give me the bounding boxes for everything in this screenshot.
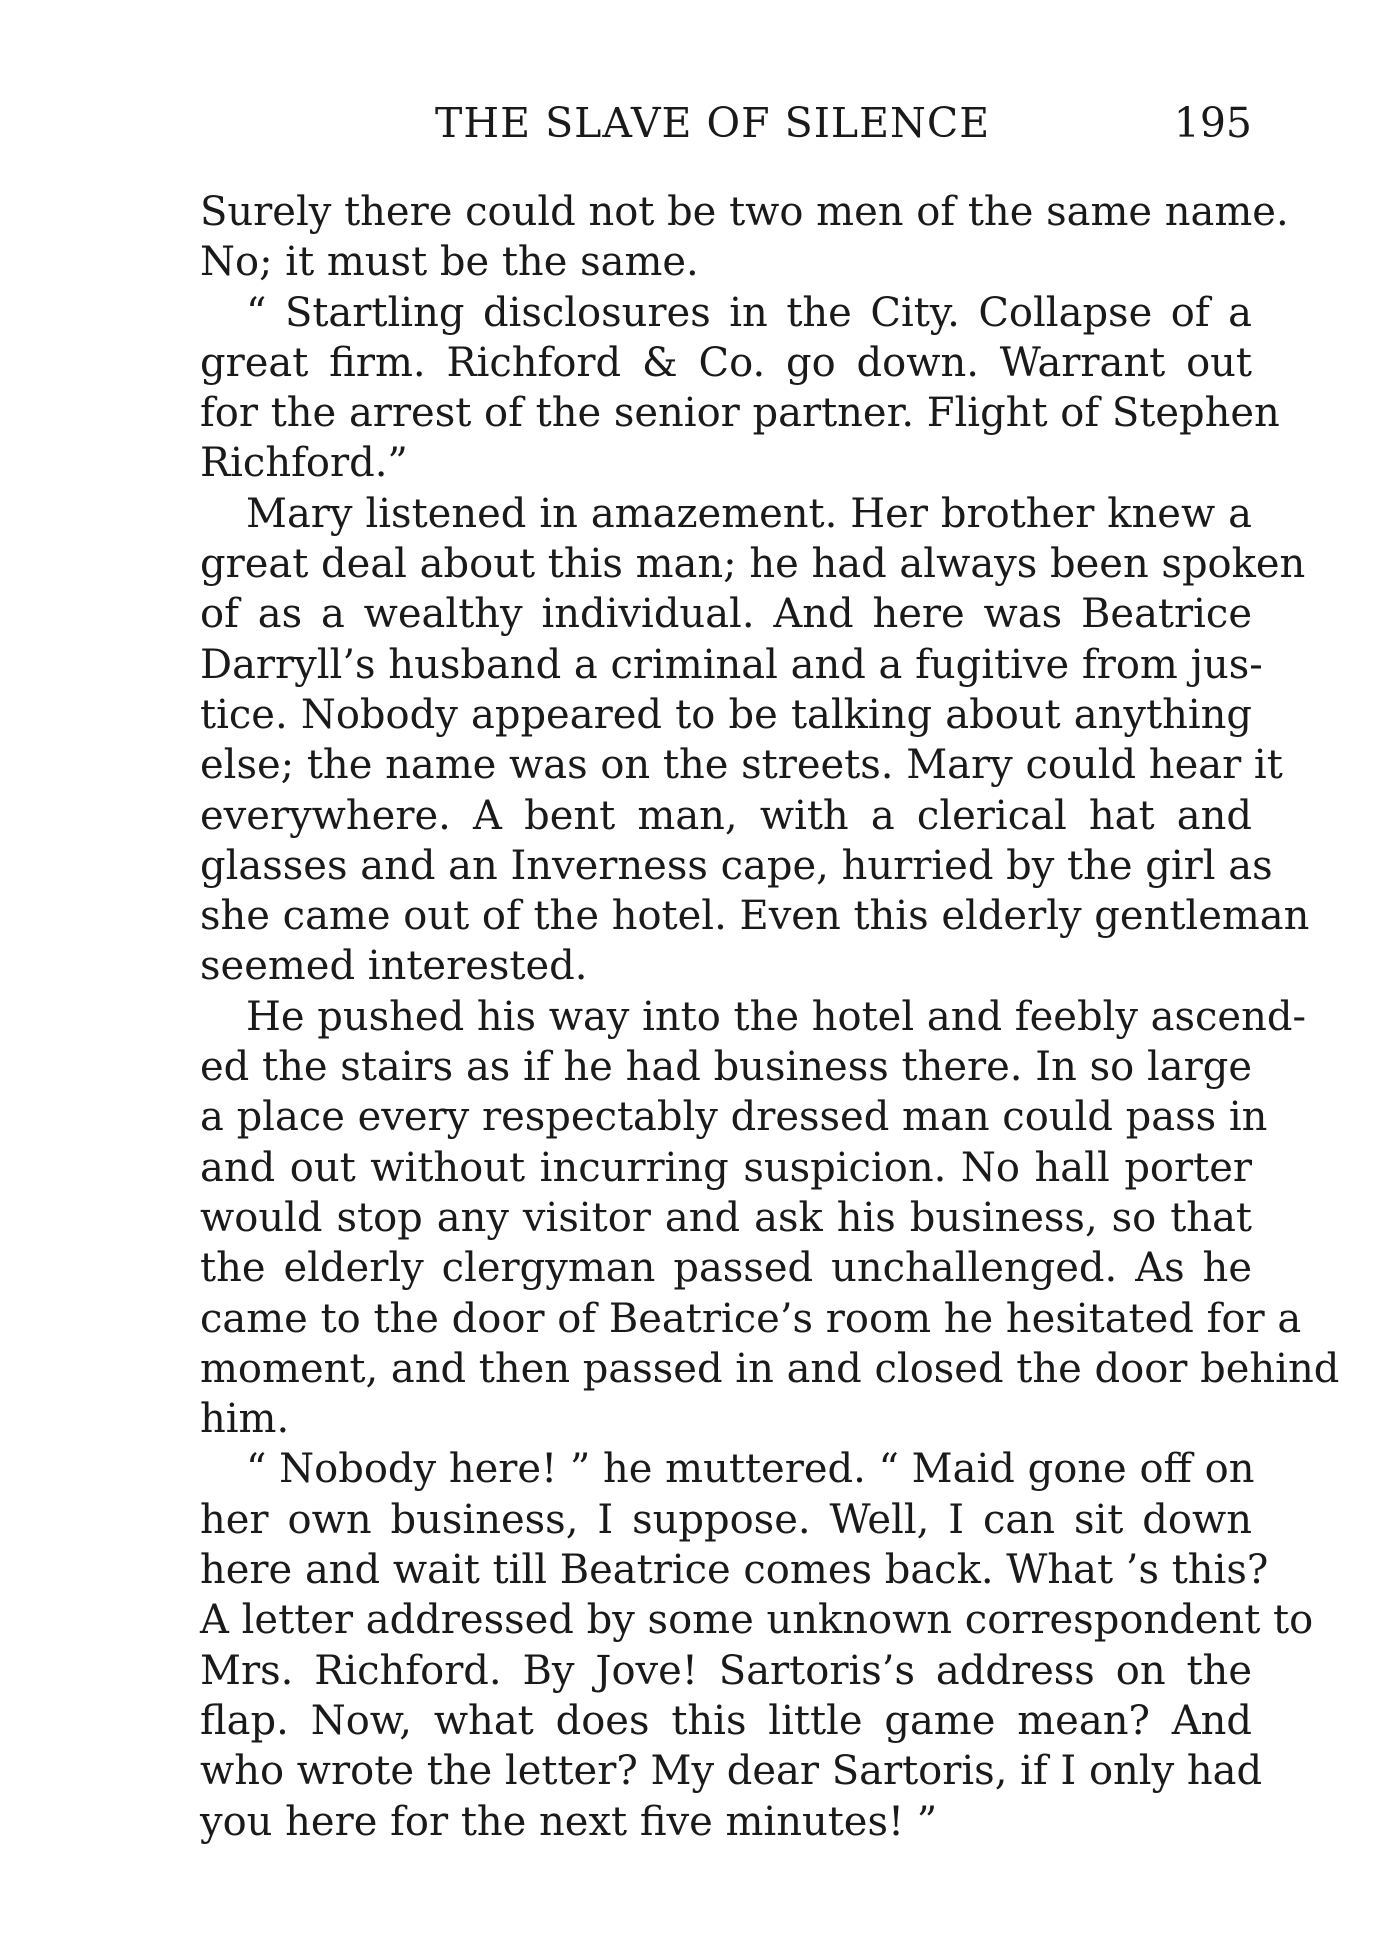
text-line: great deal about this man; he had always been spoken xyxy=(200,541,1306,588)
text-line: great firm. Richford & Co. go down. Warrant out xyxy=(200,339,1252,386)
text-line: a place every respectably dressed man could pass in xyxy=(200,1094,1268,1141)
text-line: who wrote the letter? My dear Sartoris, if I only had xyxy=(200,1748,1263,1795)
text-line: else; the name was on the streets. Mary could hear it xyxy=(200,742,1283,789)
text-line: of as a wealthy individual. And here was Beatrice xyxy=(200,591,1252,638)
text-line: flap. Now, what does this little game mean? And xyxy=(200,1697,1252,1744)
text-line: Mrs. Richford. By Jove! Sartoris’s address on the xyxy=(200,1647,1252,1694)
text-line: everywhere. A bent man, with a clerical hat and xyxy=(200,792,1252,839)
text-line: she came out of the hotel. Even this elderly gentleman xyxy=(200,893,1310,940)
text-line: came to the door of Beatrice’s room he hesitated for a xyxy=(200,1295,1302,1342)
text-line: A letter addressed by some unknown correspondent to xyxy=(200,1597,1314,1644)
text-line: moment, and then passed in and closed the door behind xyxy=(200,1345,1340,1392)
text-line: Richford.” xyxy=(200,440,408,487)
text-line: Darryll’s husband a criminal and a fugitive from jus- xyxy=(200,641,1263,688)
text-line: would stop any visitor and ask his business, so that xyxy=(200,1194,1252,1241)
body-text xyxy=(200,187,1340,1847)
text-line: glasses and an Inverness cape, hurried by the girl as xyxy=(200,842,1273,889)
text-line: “ Nobody here! ” he muttered. “ Maid gone off on xyxy=(246,1446,1255,1493)
text-line: “ Startling disclosures in the City. Collapse of a xyxy=(246,289,1252,336)
page-number: 195 xyxy=(1173,99,1252,147)
running-head xyxy=(200,98,1252,148)
text-line: tice. Nobody appeared to be talking about anything xyxy=(200,691,1252,738)
text-line: for the arrest of the senior partner. Flight of Stephen xyxy=(200,390,1280,437)
text-line: Mary listened in amazement. Her brother knew a xyxy=(246,490,1252,537)
text-line: seemed interested. xyxy=(200,943,588,990)
text-line: ed the stairs as if he had business there. In so large xyxy=(200,1044,1252,1091)
text-line: He pushed his way into the hotel and feebly ascend- xyxy=(246,993,1306,1040)
text-line: the elderly clergyman passed unchallenged. As he xyxy=(200,1245,1252,1292)
text-line: Surely there could not be two men of the same name. xyxy=(200,189,1289,235)
text-line: here and wait till Beatrice comes back. What ’s this? xyxy=(200,1547,1269,1594)
text-line: you here for the next five minutes! ” xyxy=(200,1798,938,1845)
text-line: him. xyxy=(200,1396,290,1443)
text-line: No; it must be the same. xyxy=(200,239,699,286)
running-title: THE SLAVE OF SILENCE xyxy=(435,99,991,147)
text-line: and out without incurring suspicion. No hall porter xyxy=(200,1144,1252,1191)
text-line: her own business, I suppose. Well, I can sit down xyxy=(200,1496,1252,1543)
